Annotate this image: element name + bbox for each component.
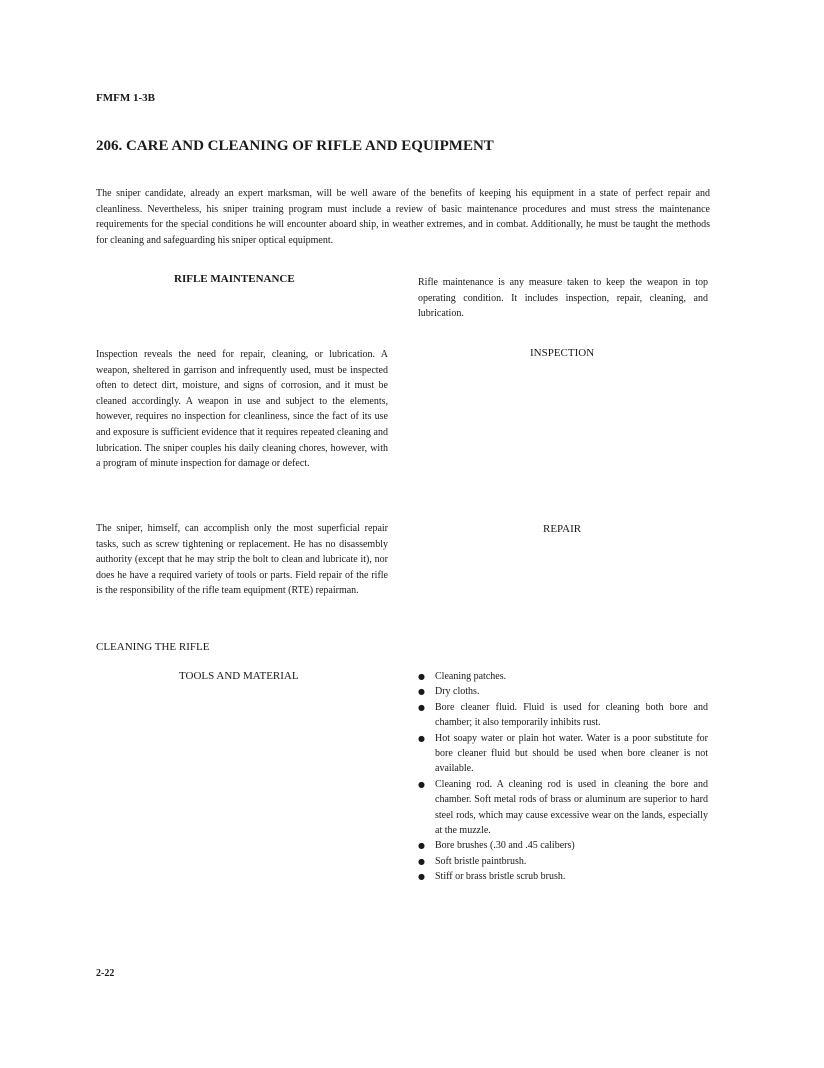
rifle-maintenance-heading: RIFLE MAINTENANCE <box>174 273 295 285</box>
list-item: ● Cleaning patches. <box>418 669 708 684</box>
tools-list <box>418 669 708 885</box>
document-id: FMFM 1-3B <box>96 92 155 104</box>
rifle-maintenance-text: Rifle maintenance is any measure taken to keep the weapon in top operating condition. It includes inspection, repair, cleaning, and lubrication. <box>418 277 708 320</box>
list-item: ● Dry cloths. <box>418 684 708 699</box>
list-item: ● Stiff or brass bristle scrub brush. <box>418 869 708 884</box>
tools-subheading: TOOLS AND MATERIAL <box>179 670 299 682</box>
repair-text: The sniper, himself, can accomplish only the most superficial repair tasks, such as screw tightening or replacement. He has no disassembly authority (except that he may strip the bolt to clean and lubricate it), nor does he have a required variety of tools or parts. Field repair of the rifle is the responsibility of the rifle team equipment (RTE) repairman. <box>96 523 388 597</box>
list-item: ● Bore cleaner fluid. Fluid is used for cleaning both bore and chamber; it also temporarily inhibits rust. <box>418 700 708 731</box>
repair-heading: REPAIR <box>543 523 582 535</box>
section-title: 206. CARE AND CLEANING OF RIFLE AND EQUIPMENT <box>96 138 494 154</box>
cleaning-heading: CLEANING THE RIFLE <box>96 641 210 653</box>
list-item: ● Soft bristle paintbrush. <box>418 854 708 869</box>
inspection-heading: INSPECTION <box>530 347 595 359</box>
list-item: ● Hot soapy water or plain hot water. Water is a poor substitute for bore cleaner fluid but should be used when bore cleaner is not available. <box>418 731 708 777</box>
page-number: 2-22 <box>96 968 115 979</box>
intro-paragraph: The sniper candidate, already an expert marksman, will be well aware of the benefits of keeping his equipment in a state of perfect repair and cleanliness. Nevertheless, his sniper training program must include a review of basic maintenance procedures and must stress the maintenance requirements for the special conditions he will encounter aboard ship, in weather extremes, and in combat. Additionally, he must be taught the methods for cleaning and safeguarding his sniper optical equipment. <box>96 188 710 246</box>
list-item: ● Cleaning rod. A cleaning rod is used in cleaning the bore and chamber. Soft metal rods of brass or aluminum are superior to hard steel rods, which may cause excessive wear on the lands, especially at the muzzle. <box>418 777 708 839</box>
list-item: ● Bore brushes (.30 and .45 calibers) <box>418 838 708 853</box>
inspection-text: Inspection reveals the need for repair, cleaning, or lubrication. A weapon, sheltered in garrison and infrequently used, must be inspected often to detect dirt, moisture, and signs of corrosion, and it must be cleaned accordingly. A weapon in use and subject to the elements, however, requires no inspection for cleanliness, since the fact of its use and exposure is sufficient evidence that it requires repeated cleaning and lubrication. The sniper couples his daily cleaning chores, however, with a program of minute inspection for damage or defect. <box>96 349 388 470</box>
